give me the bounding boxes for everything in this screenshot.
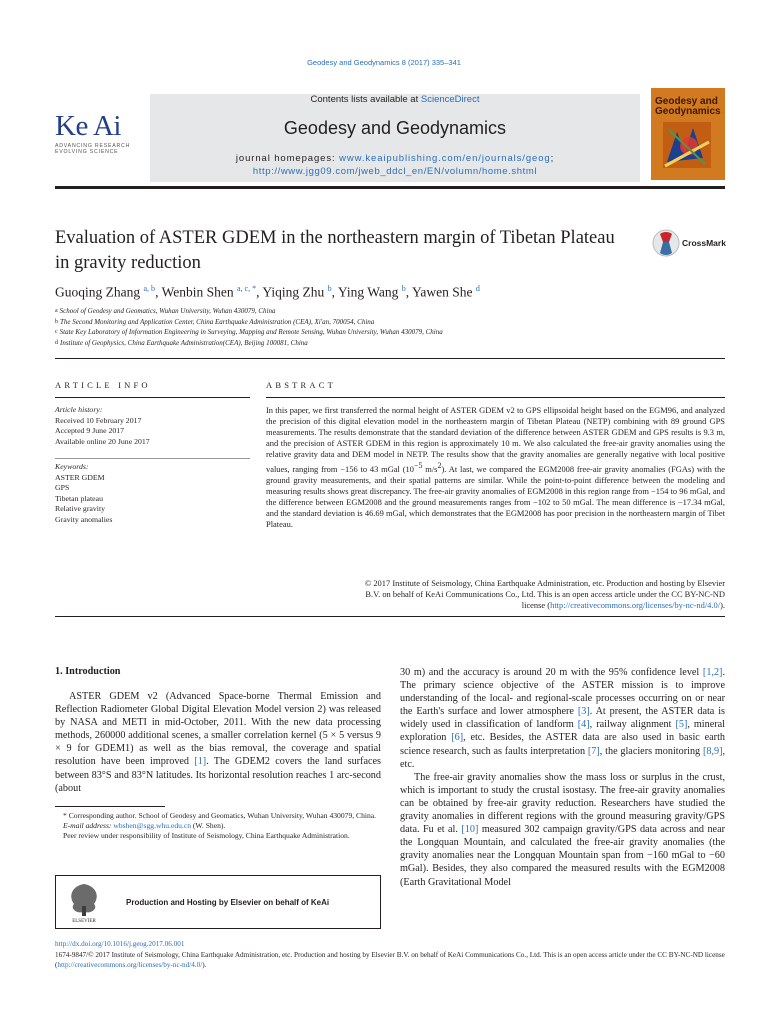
reference-link[interactable]: [10] — [461, 824, 479, 836]
email-suffix: (W. Shen). — [191, 821, 226, 831]
copyright-line: © 2017 Institute of Seismology, China Earthquake Administration, etc. Production and hosting by Elsevier — [364, 578, 725, 588]
author-affiliation-marker[interactable]: b — [401, 284, 406, 293]
author-name[interactable]: Yawen She — [412, 284, 473, 300]
section-rule — [55, 616, 725, 617]
reference-link[interactable]: [1,2] — [702, 667, 723, 678]
abstract-unit: m/s — [422, 464, 438, 475]
journal-citation[interactable]: Geodesy and Geodynamics 8 (2017) 335–341 — [307, 58, 461, 67]
author-list — [55, 280, 735, 302]
homepage-separator: ; — [550, 153, 555, 164]
author-separator: , — [256, 284, 263, 300]
elsevier-hosting-label: Production and Hosting by Elsevier on behalf of KeAi — [126, 898, 330, 907]
history-available: Available online 20 June 2017 — [55, 436, 150, 446]
keyword: ASTER GDEM — [55, 472, 105, 482]
keai-logo[interactable] — [55, 112, 145, 162]
journal-homepage-line-2 — [150, 166, 640, 177]
contents-prefix: Contents lists available at — [310, 94, 421, 105]
elsevier-hosting-box[interactable] — [55, 875, 381, 929]
license-text: 1674-9847/© 2017 Institute of Seismology, China Earthquake Administration, etc. Production and hosting by Elsevier B.V. on behalf of KeAi Communications Co., Ltd. This is an open access article under the CC BY-NC-ND license ( — [55, 951, 725, 969]
peer-review-note: Peer review under responsibility of Institute of Seismology, China Earthquake Administration. — [63, 831, 350, 841]
crossmark-icon — [652, 229, 680, 257]
body-column-right — [400, 666, 725, 889]
paragraph-text: measured 302 campaign gravity/GPS data across and near the Longquan Mountain, and calculated the free-air gravity anomalies (the gravity anomalies near the Longquan Mountain span from −160 mGal to −60 mGal). Besides, they also compared the measured results with the EGM2008 (Earth Gravitational Model — [400, 824, 725, 888]
license-prefix: license ( — [521, 600, 551, 611]
author-separator: , — [155, 284, 162, 300]
abstract-exponent: −5 — [413, 461, 423, 471]
keyword: Relative gravity — [55, 504, 106, 513]
author-affiliation-marker[interactable]: a, b — [143, 284, 156, 293]
abstract-copyright — [266, 578, 725, 611]
cover-artwork-icon — [663, 122, 711, 168]
copyright-license-line — [266, 600, 725, 611]
footnotes — [55, 811, 381, 842]
author-affiliation-marker[interactable]: a, c, * — [236, 284, 257, 293]
body-paragraph — [400, 771, 725, 889]
history-received: Received 10 February 2017 — [55, 415, 142, 425]
body-column-left — [55, 690, 381, 795]
elsevier-wordmark: ELSEVIER — [72, 919, 96, 924]
copyright-line: B.V. on behalf of KeAi Communications Co., Ltd. This is an open access article under the CC BY-NC-ND — [365, 589, 725, 600]
contents-line — [150, 94, 640, 105]
affiliation-text: Institute of Geophysics, China Earthquake Administration(CEA), Beijing 100081, China — [60, 338, 308, 347]
article-info-heading: ARTICLE INFO — [55, 380, 151, 390]
keai-wordmark: Ke Ai — [55, 110, 121, 142]
paragraph-text: 30 m) and the accuracy is around 20 m with the 95% confidence level — [400, 667, 703, 678]
footnote-rule — [55, 806, 165, 807]
reference-link[interactable]: [4] — [577, 719, 590, 731]
license-link[interactable]: http://creativecommons.org/licenses/by-nc-nd/4.0/ — [550, 600, 721, 611]
history-rule — [55, 458, 250, 459]
crossmark-label: CrossMark — [682, 238, 726, 248]
journal-cover-image[interactable] — [651, 88, 725, 180]
cover-title: Geodesy and Geodynamics — [655, 96, 721, 117]
affiliation-line — [55, 317, 725, 328]
crossmark-badge[interactable] — [652, 229, 732, 259]
abstract-exponent: 2 — [437, 461, 442, 471]
author-affiliation-marker[interactable]: d — [475, 284, 480, 293]
reference-link[interactable]: [7] — [587, 745, 600, 757]
abstract-part: ). At last, we compared the EGM2008 free-air gravity anomalies (FGAs) with the ground gravity measurements, and their spatial patterns are similar. While the point-to-point difference between the modeling and measuring results shows great discrepancy. The free-air gravity anomalies of EGM2008 in this region range from −154 to 96 mGal, and the difference between EGM2008 and the ground measurements ranges from −102 to 50 mGal. The mean difference is −17.34 mGal, and the standard deviation is 46.69 mGal, which demonstrates that the EGM2008 has poor precision in the northeastern margin of Tibet Plateau. — [266, 464, 725, 530]
journal-title: Geodesy and Geodynamics — [283, 118, 507, 138]
license-text: ). — [202, 961, 207, 969]
article-history — [55, 405, 250, 447]
keywords-label: Keywords: — [55, 462, 89, 471]
sciencedirect-link[interactable]: ScienceDirect — [420, 94, 480, 105]
keyword: Tibetan plateau — [55, 493, 103, 503]
section-rule — [55, 358, 725, 359]
affiliation-line — [55, 338, 725, 349]
author-affiliation-marker[interactable]: b — [327, 284, 332, 293]
journal-homepage-line — [150, 153, 640, 164]
email-label: E-mail address: — [63, 821, 114, 831]
header-rule — [55, 186, 725, 189]
email-link[interactable]: wbshen@sgg.whu.edu.cn — [113, 821, 191, 831]
keywords — [55, 462, 250, 525]
affiliation-line — [55, 306, 725, 317]
paragraph-text: , etc. — [400, 745, 726, 770]
reference-link[interactable]: [5] — [675, 719, 688, 731]
affiliation-marker: c — [55, 329, 58, 335]
doi-link[interactable] — [55, 940, 184, 948]
abstract-rule — [266, 397, 725, 398]
reference-link[interactable]: [1] — [194, 756, 207, 768]
homepage-label: journal homepages: — [235, 153, 340, 164]
affiliation-marker: d — [55, 339, 58, 346]
body-paragraph — [55, 690, 381, 795]
abstract-heading: ABSTRACT — [266, 380, 336, 390]
paragraph-text: , etc. Besides, the ASTER data are also used in basic earth science research, such as faults interpretation — [400, 732, 725, 757]
reference-link[interactable]: [3] — [577, 706, 590, 718]
history-accepted: Accepted 9 June 2017 — [55, 426, 125, 435]
history-label: Article history: — [55, 405, 103, 414]
corresponding-author-note: * Corresponding author. School of Geodesy and Geomatics, Wuhan University, Wuhan 430079, China. — [63, 811, 377, 820]
affiliation-text: State Key Laboratory of Information Engineering in Surveying, Mapping and Remote Sensing, Wuhan University, Wuhan 430079, China — [59, 328, 443, 336]
affiliation-marker: b — [55, 318, 58, 325]
introduction-heading: 1. Introduction — [55, 666, 121, 677]
affiliation-line — [55, 327, 725, 338]
article-title: Evaluation of ASTER GDEM in the northeastern margin of Tibetan Plateau in gravity reduction — [55, 228, 615, 273]
paragraph-text: The free-air gravity anomalies show the mass loss or surplus in the crust, which is important to study the crustal isostasy. The free-air gravity anomalies can be obtained by free-air gravity reduction. Researchers have studied the gravity anomalies in different regions with the ground measuring gravity/GPS data. Fu et al. — [400, 771, 725, 836]
paragraph-text: ASTER GDEM v2 (Advanced Space-borne Thermal Emission and Reflection Radiometer Global Digital Elevation Model version 2) was released by NASA and METI in mid-October, 2011. With the new data processing methods, 260000 additional scenes, a smaller correlation kernel (5 × 5 versus 9 × 9 for GDEM1) as well as the bias removal, the coverage and spatial resolution have been improved — [55, 691, 381, 768]
author-name[interactable]: Guoqing Zhang — [55, 284, 141, 300]
author-name[interactable]: Ying Wang — [337, 284, 399, 300]
bottom-license — [55, 950, 727, 970]
article-info-rule — [55, 397, 250, 398]
reference-link[interactable]: [8,9] — [702, 745, 723, 757]
affiliation-text: The Second Monitoring and Application Center, China Earthquake Administration (CEA), Xi'an, 700054, China — [60, 317, 375, 326]
author-separator: , — [331, 284, 338, 300]
homepage-link-jgg[interactable]: http://www.jgg09.com/jweb_ddcl_en/EN/volumn/home.shtml — [252, 166, 538, 177]
bottom-license-link[interactable]: http://creativecommons.org/licenses/by-nc-nd/4.0/ — [57, 961, 203, 969]
affiliations — [55, 306, 725, 348]
paragraph-text: , mineral exploration — [400, 719, 725, 744]
license-suffix: ). — [720, 600, 725, 611]
body-paragraph — [400, 666, 725, 771]
author-name[interactable]: Yiqing Zhu — [262, 284, 325, 300]
affiliation-marker: a — [55, 308, 58, 314]
paragraph-text: . The primary science objective of the ASTER mission is to improve understanding of the local- and regional-scale processes occurring on or near the Earth's surface and lower atmosphere — [400, 667, 725, 718]
affiliation-text: School of Geodesy and Geomatics, Wuhan University, Wuhan 430079, China — [59, 307, 276, 315]
keai-tagline-1: ADVANCING RESEARCH — [55, 143, 131, 149]
email-note — [55, 821, 381, 831]
paragraph-text: . At present, the ASTER data is widely used in classification of landform — [400, 706, 725, 731]
author-separator: , — [405, 284, 413, 300]
keyword: Gravity anomalies — [55, 514, 113, 524]
paragraph-text: , railway alignment — [589, 719, 676, 731]
elsevier-tree-icon — [64, 880, 104, 924]
doi-text[interactable]: http://dx.doi.org/10.1016/j.geog.2017.06.001 — [55, 940, 185, 948]
homepage-link-keai[interactable]: www.keaipublishing.com/en/journals/geog — [339, 153, 551, 164]
paragraph-text: . The GDEM2 covers the land surfaces between 83°S and 83°N latitudes. Its horizontal resolution reaches 1 arc-second (about — [55, 756, 381, 794]
paragraph-text: , the glaciers monitoring — [599, 745, 703, 757]
abstract-text — [266, 405, 725, 530]
reference-link[interactable]: [6] — [451, 732, 464, 744]
keai-tagline — [55, 143, 145, 155]
abstract-part: In this paper, we first transferred the normal height of ASTER GDEM v2 to GPS ellipsoidal height based on the EGM96, and analyzed the precision of this digital elevation model in the northeastern margin of Tibetan Plateau (NETP) combining with 89 ground GPS measurements. The results demonstrate that the standard deviation of the difference between ASTER GDEM and GPS results is 9.3 m, and the precision of ASTER GDEM in this region is approximately 10 m. We also calculated the free-air gravity anomalies using the relative gravity data and DEM model in NETP. The results show that the gravity anomalies are generally negative with local positive values, ranging from −156 to 43 mGal (10 — [266, 405, 725, 475]
keai-tagline-2: EVOLVING SCIENCE — [55, 149, 119, 155]
author-name[interactable]: Wenbin Shen — [161, 284, 234, 300]
keyword: GPS — [55, 483, 70, 492]
